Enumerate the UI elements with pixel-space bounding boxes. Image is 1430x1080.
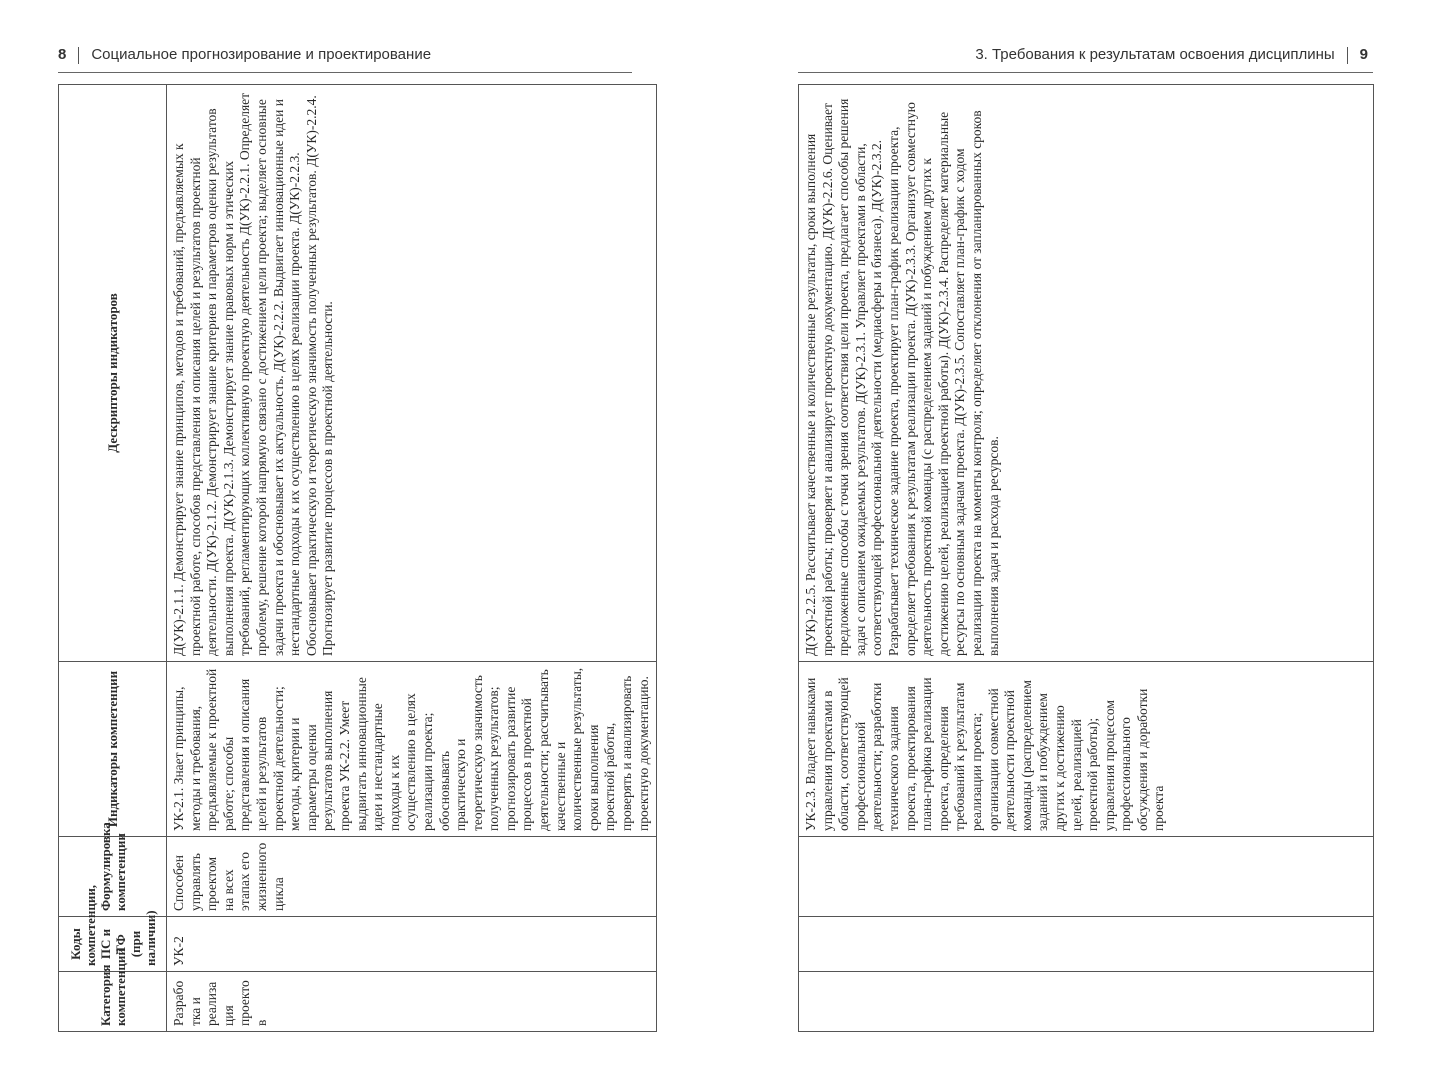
cell-indicators: УК-2.1. Знает принципы, методы и требования, предъявляемые к проектной работе; способы представления и описания целей и результатов проектной деятельности; методы, критерии и параметры оценки результатов выполнения проекта УК-2.2. Умеет выдвигать инновационные идеи и нестандартные подходы к их осуществлению в целях реализации проекта; обосновывать практическую и теоретическую значимость полученных результатов; прогнозировать развитие процессов в проектной деятельности; рассчитывать качественные и количественные результаты, сроки выполнения проектной работы, проверять и анализировать проектную документацию. (167, 662, 657, 837)
rotated-table (798, 85, 1374, 1032)
cell-indicators: УК-2.3. Владеет навыками управления проектами в области, соответствующей профессиональной деятельности; разработки технического задания проекта, проектирования плана-графика реализации проекта, определения требований к результатам реализации проекта; организации совместной деятельности проектной команды (распределением заданий и побуждением других к достижению целей, реализацией проектной работы); управления процессом профессионального обсуждения и доработки проекта (799, 662, 1374, 837)
cell-descriptors: Д(УК)-2.2.5. Рассчитывает качественные и количественные результаты, сроки выполнения проектной работы; проверяет и анализирует проектную документацию. Д(УК)-2.2.6. Оценивает предложенные способы с точки зрения соответствия цели проекта, предлагает способы решения задач с описанием ожидаемых результатов. Д(УК)-2.3.1. Управляет проектами в области, соответствующей профессиональной деятельности (медиасферы и бизнеса). Д(УК)-2.3.2. Разрабатывает техническое задание проекта, проектирует план-график реализации проекта, определяет требования к результатам реализации проекта. Д(УК)-2.3.3. Организует совместную деятельность проектной команды (с распределением заданий и побуждением других к достижению целей, реализацией проектной работы). Д(УК)-2.3.4. Распределяет материальные ресурсы по основным задачам проекта. Д(УК)-2.3.5. Сопоставляет план-график с ходом реализации проекта на моменты контроля; определяет отклонения от запланированных сроков выполнения задач и расхода ресурсов. (799, 85, 1374, 662)
header-indicators: Индикаторы компетенции (59, 662, 167, 837)
right-page (730, 0, 1430, 1080)
page-number: 8 (58, 46, 67, 63)
competence-table-continued (798, 84, 1374, 1032)
header-separator (78, 47, 79, 64)
running-title: Социальное прогнозирование и проектирование (91, 46, 432, 63)
header-rule (798, 72, 1373, 73)
page-number: 9 (1359, 46, 1368, 63)
header-category: Категория компетенций (59, 972, 167, 1032)
table-holder (798, 85, 1373, 1032)
header-formulation: Формулировка компетенции (59, 837, 167, 917)
header-descriptors: Дескрипторы индикаторов (59, 85, 167, 662)
left-page (0, 0, 700, 1080)
table-header-row (59, 85, 167, 1032)
header-separator (1347, 47, 1348, 64)
table-row (167, 85, 657, 1032)
running-head-right (975, 46, 1368, 70)
table-row (799, 85, 1374, 1032)
competence-table (58, 84, 657, 1032)
cell-code (799, 917, 1374, 972)
header-rule (58, 72, 632, 73)
cell-category: Разработка и реализация проектов (167, 972, 657, 1032)
running-head-left (58, 46, 431, 70)
cell-formulation (799, 837, 1374, 917)
cell-category (799, 972, 1374, 1032)
cell-descriptors: Д(УК)-2.1.1. Демонстрирует знание принципов, методов и требований, предъявляемых к проектной работе, способов представления и описания целей и результатов проектной деятельности. Д(УК)-2.1.2. Демонстрирует знание критериев и параметров оценки результатов выполнения проекта. Д(УК)-2.1.3. Демонстрирует знание правовых норм и этических требований, регламентирующих коллективную проектную деятельность Д(УК)-2.2.1. Определяет проблему, решение которой напрямую связано с достижением цели проекта; выделяет основные задачи проекта и обосновывает их актуальность. Д(УК)-2.2.2. Выдвигает инновационные идеи и нестандартные подходы к их осуществлению в целях реализации проекта. Д(УК)-2.2.3. Обосновывает практическую и теоретическую значимость полученных результатов. Д(УК)-2.2.4. Прогнозирует развитие процессов в проектной деятельности. (167, 85, 657, 662)
running-title: 3. Требования к результатам освоения дисциплины (975, 46, 1335, 63)
cell-formulation: Способен управлять проектом на всех этапах его жизненного цикла (167, 837, 657, 917)
table-holder (58, 85, 651, 1032)
rotated-table (58, 85, 657, 1032)
cell-code: УК-2 (167, 917, 657, 972)
header-code: Коды компетенции, ПС и ТФ (при наличии) (59, 917, 167, 972)
